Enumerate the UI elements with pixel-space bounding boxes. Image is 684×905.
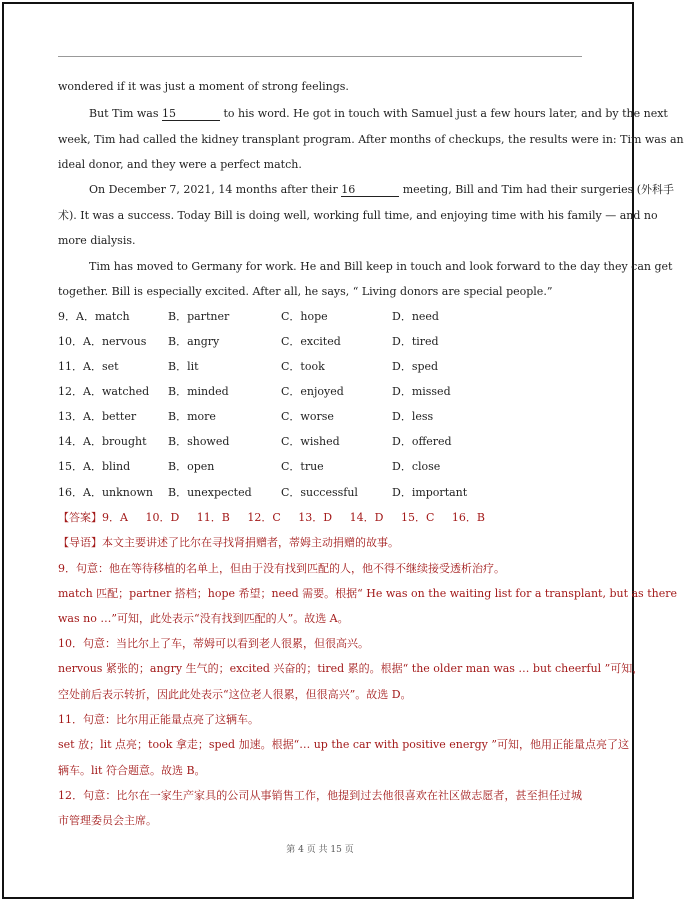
explanation-line: 12．句意：比尔在一家生产家具的公司从事销售工作，他提到过去他很喜欢在社区做志愿者，甚至担任过城 bbox=[58, 789, 582, 802]
passage-line: ideal donor, and they were a perfect match. bbox=[58, 158, 302, 171]
option-a: 12．A．watched bbox=[58, 385, 150, 398]
passage-line: But Tim was 15 to his word. He got in touch with Samuel just a few hours later, and by the next bbox=[89, 107, 668, 120]
option-d: D．important bbox=[392, 486, 468, 499]
option-d: D．close bbox=[392, 460, 441, 473]
option-c: C．excited bbox=[281, 335, 341, 348]
option-b: B．open bbox=[168, 460, 215, 473]
answer-item: 13．D bbox=[298, 511, 333, 524]
option-a: 15．A．blind bbox=[58, 460, 131, 473]
option-b: B．partner bbox=[168, 310, 230, 323]
answer-item: 15．C bbox=[400, 511, 435, 524]
guide-text: 【导语】本文主要讲述了比尔在寻找肾捐赠者，蒂姆主动捐赠的故事。 bbox=[58, 536, 399, 549]
option-d: D．less bbox=[392, 410, 434, 423]
option-a: 11．A．set bbox=[58, 360, 119, 373]
option-a: 10．A．nervous bbox=[58, 335, 147, 348]
explanation-line: nervous 紧张的；angry 生气的；excited 兴奋的；tired 累的。根据“ the older man was … but cheerful ”可知， bbox=[58, 662, 644, 675]
header-rule bbox=[58, 56, 582, 57]
option-b: B．more bbox=[168, 410, 216, 423]
option-c: C．hope bbox=[281, 310, 328, 323]
passage-line: On December 7, 2021, 14 months after their 16 meeting, Bill and Tim had their surgeries (外科手 bbox=[89, 183, 675, 196]
option-c: C．took bbox=[281, 360, 325, 373]
answer-key bbox=[58, 511, 582, 525]
page-footer: 第 4 页 共 15 页 bbox=[286, 845, 354, 855]
option-d: D．tired bbox=[392, 335, 439, 348]
explanation-line: 10．句意：当比尔上了车，蒂姆可以看到老人很累，但很高兴。 bbox=[58, 637, 369, 650]
option-c: C．successful bbox=[281, 486, 358, 499]
option-c: C．enjoyed bbox=[281, 385, 344, 398]
option-b: B．lit bbox=[168, 360, 199, 373]
blank-15: 15 bbox=[162, 108, 220, 121]
option-d: D．need bbox=[392, 310, 439, 323]
answer-item: 12．C bbox=[247, 511, 281, 524]
explanation-line: 辆车。lit 符合题意。故选 B。 bbox=[58, 764, 206, 777]
option-a: 16．A．unknown bbox=[58, 486, 153, 499]
passage-line: 术). It was a success. Today Bill is doing well, working full time, and enjoying time with his family — and no bbox=[58, 209, 658, 222]
option-b: B．unexpected bbox=[168, 486, 252, 499]
answer-item: 16．B bbox=[451, 511, 485, 524]
answer-item: 11．B bbox=[196, 511, 230, 524]
passage-line: more dialysis. bbox=[58, 234, 136, 247]
explanation-line: 9．句意：他在等待移植的名单上，但由于没有找到匹配的人，他不得不继续接受透析治疗。 bbox=[58, 562, 505, 575]
option-d: D．missed bbox=[392, 385, 451, 398]
answer-item: 10．D bbox=[145, 511, 180, 524]
explanation-line: 空处前后表示转折，因此此处表示“这位老人很累，但很高兴”。故选 D。 bbox=[58, 688, 412, 701]
answer-label: 【答案】9．A bbox=[58, 511, 128, 524]
option-c: C．worse bbox=[281, 410, 334, 423]
option-b: B．minded bbox=[168, 385, 229, 398]
option-d: D．sped bbox=[392, 360, 439, 373]
passage-line: together. Bill is especially excited. After all, he says, “ Living donors are special people.” bbox=[58, 285, 553, 298]
blank-16: 16 bbox=[341, 184, 399, 197]
explanation-line: 11．句意：比尔用正能量点亮了这辆车。 bbox=[58, 713, 259, 726]
answer-item: 14．D bbox=[349, 511, 384, 524]
option-b: B．showed bbox=[168, 435, 230, 448]
option-c: C．wished bbox=[281, 435, 340, 448]
passage-line: wondered if it was just a moment of strong feelings. bbox=[58, 80, 349, 93]
option-a: 14．A．brought bbox=[58, 435, 147, 448]
option-a: 9．A．match bbox=[58, 310, 130, 323]
explanation-line: set 放；lit 点亮；took 拿走；sped 加速。根据“… up the car with positive energy ”可知，他用正能量点亮了这 bbox=[58, 738, 629, 751]
option-a: 13．A．better bbox=[58, 410, 137, 423]
option-c: C．true bbox=[281, 460, 324, 473]
option-d: D．offered bbox=[392, 435, 452, 448]
passage-line: week, Tim had called the kidney transplant program. After months of checkups, the results were in: Tim was an bbox=[58, 133, 684, 146]
explanation-line: was no …”可知，此处表示“没有找到匹配的人”。故选 A。 bbox=[58, 612, 349, 625]
passage-line: Tim has moved to Germany for work. He and Bill keep in touch and look forward to the day they can get bbox=[89, 260, 673, 273]
option-b: B．angry bbox=[168, 335, 220, 348]
explanation-line: 市管理委员会主席。 bbox=[58, 814, 157, 827]
explanation-line: match 匹配；partner 搭档；hope 希望；need 需要。根据“ He was on the waiting list for a transplant, but as there bbox=[58, 587, 677, 600]
